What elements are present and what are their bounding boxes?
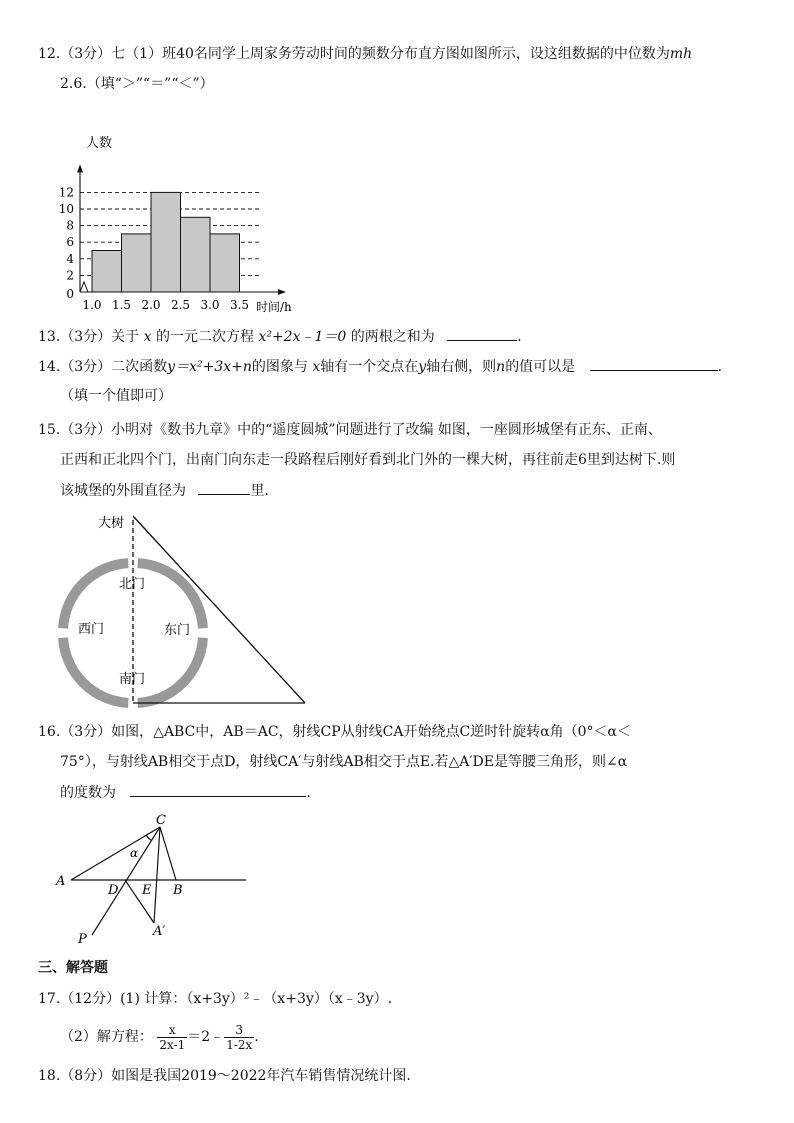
- segment-cb: [160, 827, 176, 880]
- west-gate-label: 西门: [78, 622, 105, 637]
- histogram-bar-3: [181, 217, 211, 292]
- y-tick-8: 8: [66, 218, 74, 233]
- y-tick-6: 6: [66, 235, 74, 250]
- segment-ca-prime: [154, 827, 160, 923]
- wall-nw: [63, 563, 128, 628]
- tree-label: 大树: [98, 516, 125, 531]
- x-tick-3.5: 3.5: [229, 298, 250, 312]
- wall-ne: [138, 563, 203, 628]
- point-c-label: C: [156, 813, 166, 828]
- histogram-bar-0: [92, 251, 122, 293]
- y-tick-12: 12: [58, 185, 74, 200]
- q12-line1: 12.（3分）七（1）班40名同学上周家务劳动时间的频数分布直方图如图所示，设这组数据的中位数为mh: [38, 46, 693, 62]
- x-tick-2.0: 2.0: [141, 298, 161, 312]
- q17-line1: 17.（12分）(1) 计算：（x+3y）²﹣（x+3y）（x﹣3y）.: [38, 991, 393, 1007]
- q18-line1: 18.（8分）如图是我国2019～2022年汽车销售情况统计图.: [38, 1068, 411, 1084]
- wall-sw: [63, 638, 128, 703]
- q17-line2: （2）解方程： $\frac{x}{2x-1}$ ＝2﹣ $\frac{3}{1-2x}$ .: [60, 1022, 259, 1052]
- point-b-label: B: [173, 883, 183, 898]
- alpha-arc: [146, 835, 151, 840]
- north-gate-label: 北门: [119, 577, 146, 592]
- q13-line: 13.（3分）关于 x 的一元二次方程 x²+2x﹣1＝0 的两根之和为 .: [38, 326, 522, 347]
- x-tick-1.5: 1.5: [111, 298, 132, 312]
- wall-se: [138, 638, 203, 703]
- q15-line1: 15.（3分）小明对《数书九章》中的“遥度圆城”问题进行了改编 如图，一座圆形城堡有正东、正南、: [38, 422, 662, 438]
- point-p-label: P: [78, 932, 87, 947]
- q17-fraction-1: $\frac{x}{2x-1}$: [159, 1022, 186, 1052]
- x-axis-label: 时间/h: [256, 300, 292, 314]
- point-a-label: A: [56, 874, 66, 889]
- tree-to-end-line: [133, 516, 305, 703]
- section-3-heading: 三、解答题: [38, 960, 108, 976]
- y-tick-4: 4: [66, 251, 74, 266]
- q16-line2: 75°），与射线AB相交于点D，射线CA′与射线AB相交于点E.若△A′DE是等腰三角形，则∠α: [60, 754, 628, 770]
- q16-line3: 的度数为 .: [60, 782, 311, 803]
- histogram-chart: [50, 125, 320, 325]
- point-d-label: D: [108, 883, 119, 898]
- x-axis-arrow: [278, 289, 286, 295]
- triangle-diagram: [50, 812, 260, 947]
- y-axis-label: 人数: [86, 136, 113, 151]
- q16-line1: 16.（3分）如图，△ABC中，AB＝AC，射线CP从射线CA开始绕点C逆时针旋转α角（0°＜α＜: [38, 724, 632, 740]
- east-gate-label: 东门: [164, 623, 191, 638]
- point-e-label: E: [142, 883, 152, 898]
- x-tick-1.0: 1.0: [82, 298, 102, 312]
- histogram-bar-4: [210, 234, 240, 292]
- histogram-bar-1: [122, 234, 152, 292]
- q16-answer-blank[interactable]: [130, 782, 306, 797]
- y-tick-0: 0: [66, 287, 74, 301]
- y-axis-arrow: [77, 164, 83, 172]
- alpha-label: α: [130, 846, 139, 860]
- q17-fraction-2: $\frac{3}{1-2x}$: [226, 1022, 253, 1052]
- south-gate-label: 南门: [119, 672, 146, 687]
- point-a-prime-label: A′: [153, 924, 166, 939]
- y-tick-2: 2: [66, 268, 74, 283]
- y-tick-10: 10: [58, 202, 74, 216]
- q13-answer-blank[interactable]: [447, 326, 517, 341]
- q15-answer-blank[interactable]: [198, 480, 250, 495]
- castle-diagram: [50, 508, 320, 708]
- q12-var: mh: [669, 46, 693, 62]
- q14-answer-blank[interactable]: [590, 356, 718, 371]
- axis-break-mark: [80, 282, 88, 292]
- q15-line2: 正西和正北四个门，出南门向东走一段路程后刚好看到北门外的一棵大树，再往前走6里到达树下.则: [60, 452, 676, 468]
- x-tick-3.0: 3.0: [200, 298, 220, 312]
- x-tick-2.5: 2.5: [170, 298, 191, 312]
- histogram-bar-2: [151, 192, 181, 292]
- q12-line2: 2.6.（填“＞”“＝”“＜”）: [60, 76, 214, 92]
- q14-line2: （填一个值即可）: [60, 388, 172, 404]
- q14-line1: 14.（3分）二次函数y＝x²+3x+n的图象与 x轴有一个交点在y轴右侧，则n的值可以是 .: [38, 356, 722, 377]
- q15-line3: 该城堡的外围直径为 里.: [60, 480, 269, 501]
